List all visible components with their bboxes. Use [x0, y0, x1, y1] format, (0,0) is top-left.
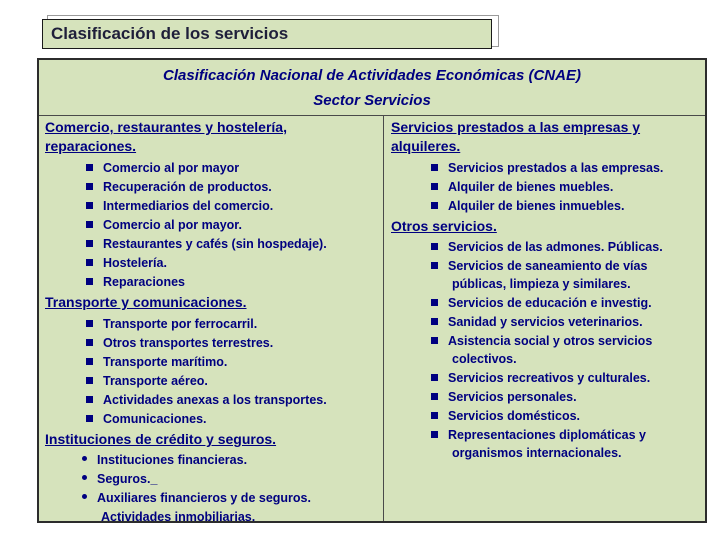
section-title-transporte: Transporte y comunicaciones. [45, 294, 247, 310]
list-item: Transporte marítimo. [86, 354, 227, 370]
list-item-continuation: Actividades inmobiliarias. [101, 510, 256, 524]
square-bullet-icon [431, 243, 438, 250]
list-item: Comunicaciones. [86, 411, 207, 427]
square-bullet-icon [431, 202, 438, 209]
square-bullet-icon [431, 318, 438, 325]
square-bullet-icon [86, 164, 93, 171]
table-header-subtitle: Sector Servicios [313, 92, 431, 109]
list-item: Servicios domésticos. [431, 408, 580, 424]
square-bullet-icon [86, 183, 93, 190]
square-bullet-icon [86, 377, 93, 384]
left-column [39, 116, 384, 524]
section-title-servicios-empresas-line1: Servicios prestados a las empresas y [391, 119, 641, 135]
section-title-comercio-line1: Comercio, restaurantes y hostelería, [45, 119, 287, 135]
list-item: Recuperación de productos. [86, 179, 272, 195]
right-column [384, 116, 705, 521]
square-bullet-icon [86, 358, 93, 365]
section-title-instituciones: Instituciones de crédito y seguros. [45, 431, 277, 447]
square-bullet-icon [86, 259, 93, 266]
list-item: Servicios de educación e investig. [431, 295, 652, 311]
square-bullet-icon [86, 221, 93, 228]
list-item: Servicios prestados a las empresas. [431, 160, 663, 176]
round-bullet-icon [82, 494, 87, 499]
section-title-comercio [45, 118, 287, 156]
list-item: Hostelería. [86, 255, 167, 271]
square-bullet-icon [431, 431, 438, 438]
list-item-continuation: colectivos. [452, 352, 517, 366]
table-header [39, 60, 705, 116]
list-item: Servicios de saneamiento de vías [431, 258, 647, 274]
square-bullet-icon [86, 278, 93, 285]
square-bullet-icon [86, 320, 93, 327]
list-item: Seguros._ [82, 471, 157, 487]
list-item-continuation: públicas, limpieza y similares. [452, 277, 631, 291]
list-item-continuation: organismos internacionales. [452, 446, 622, 460]
list-item: Representaciones diplomáticas y [431, 427, 646, 443]
list-item: Servicios personales. [431, 389, 577, 405]
square-bullet-icon [86, 396, 93, 403]
square-bullet-icon [431, 164, 438, 171]
square-bullet-icon [431, 299, 438, 306]
square-bullet-icon [431, 412, 438, 419]
section-title-comercio-line2: reparaciones. [45, 138, 137, 154]
list-item: Intermediarios del comercio. [86, 198, 273, 214]
square-bullet-icon [431, 183, 438, 190]
list-item: Asistencia social y otros servicios [431, 333, 652, 349]
section-title-otros-servicios: Otros servicios. [391, 218, 497, 234]
square-bullet-icon [431, 374, 438, 381]
round-bullet-icon [82, 456, 87, 461]
table-header-title: Clasificación Nacional de Actividades Económicas (CNAE) [163, 67, 581, 84]
list-item: Auxiliares financieros y de seguros. [82, 490, 311, 506]
list-item: Alquiler de bienes muebles. [431, 179, 613, 195]
square-bullet-icon [431, 393, 438, 400]
page-title: Clasificación de los servicios [42, 19, 492, 49]
list-item: Otros transportes terrestres. [86, 335, 273, 351]
list-item: Comercio al por mayor. [86, 217, 242, 233]
list-item: Reparaciones [86, 274, 185, 290]
square-bullet-icon [86, 202, 93, 209]
square-bullet-icon [86, 240, 93, 247]
list-item: Transporte por ferrocarril. [86, 316, 257, 332]
square-bullet-icon [431, 262, 438, 269]
list-item: Restaurantes y cafés (sin hospedaje). [86, 236, 327, 252]
list-item: Servicios de las admones. Públicas. [431, 239, 663, 255]
list-item: Instituciones financieras. [82, 452, 247, 468]
list-item: Actividades anexas a los transportes. [86, 392, 327, 408]
list-item: Servicios recreativos y culturales. [431, 370, 650, 386]
section-title-servicios-empresas [391, 118, 640, 156]
list-item: Sanidad y servicios veterinarios. [431, 314, 643, 330]
section-title-servicios-empresas-line2: alquileres. [391, 138, 461, 154]
round-bullet-icon [82, 475, 87, 480]
square-bullet-icon [431, 337, 438, 344]
list-item: Alquiler de bienes inmuebles. [431, 198, 624, 214]
square-bullet-icon [86, 415, 93, 422]
list-item: Transporte aéreo. [86, 373, 208, 389]
classification-table [37, 58, 707, 523]
square-bullet-icon [86, 339, 93, 346]
list-item: Comercio al por mayor [86, 160, 239, 176]
